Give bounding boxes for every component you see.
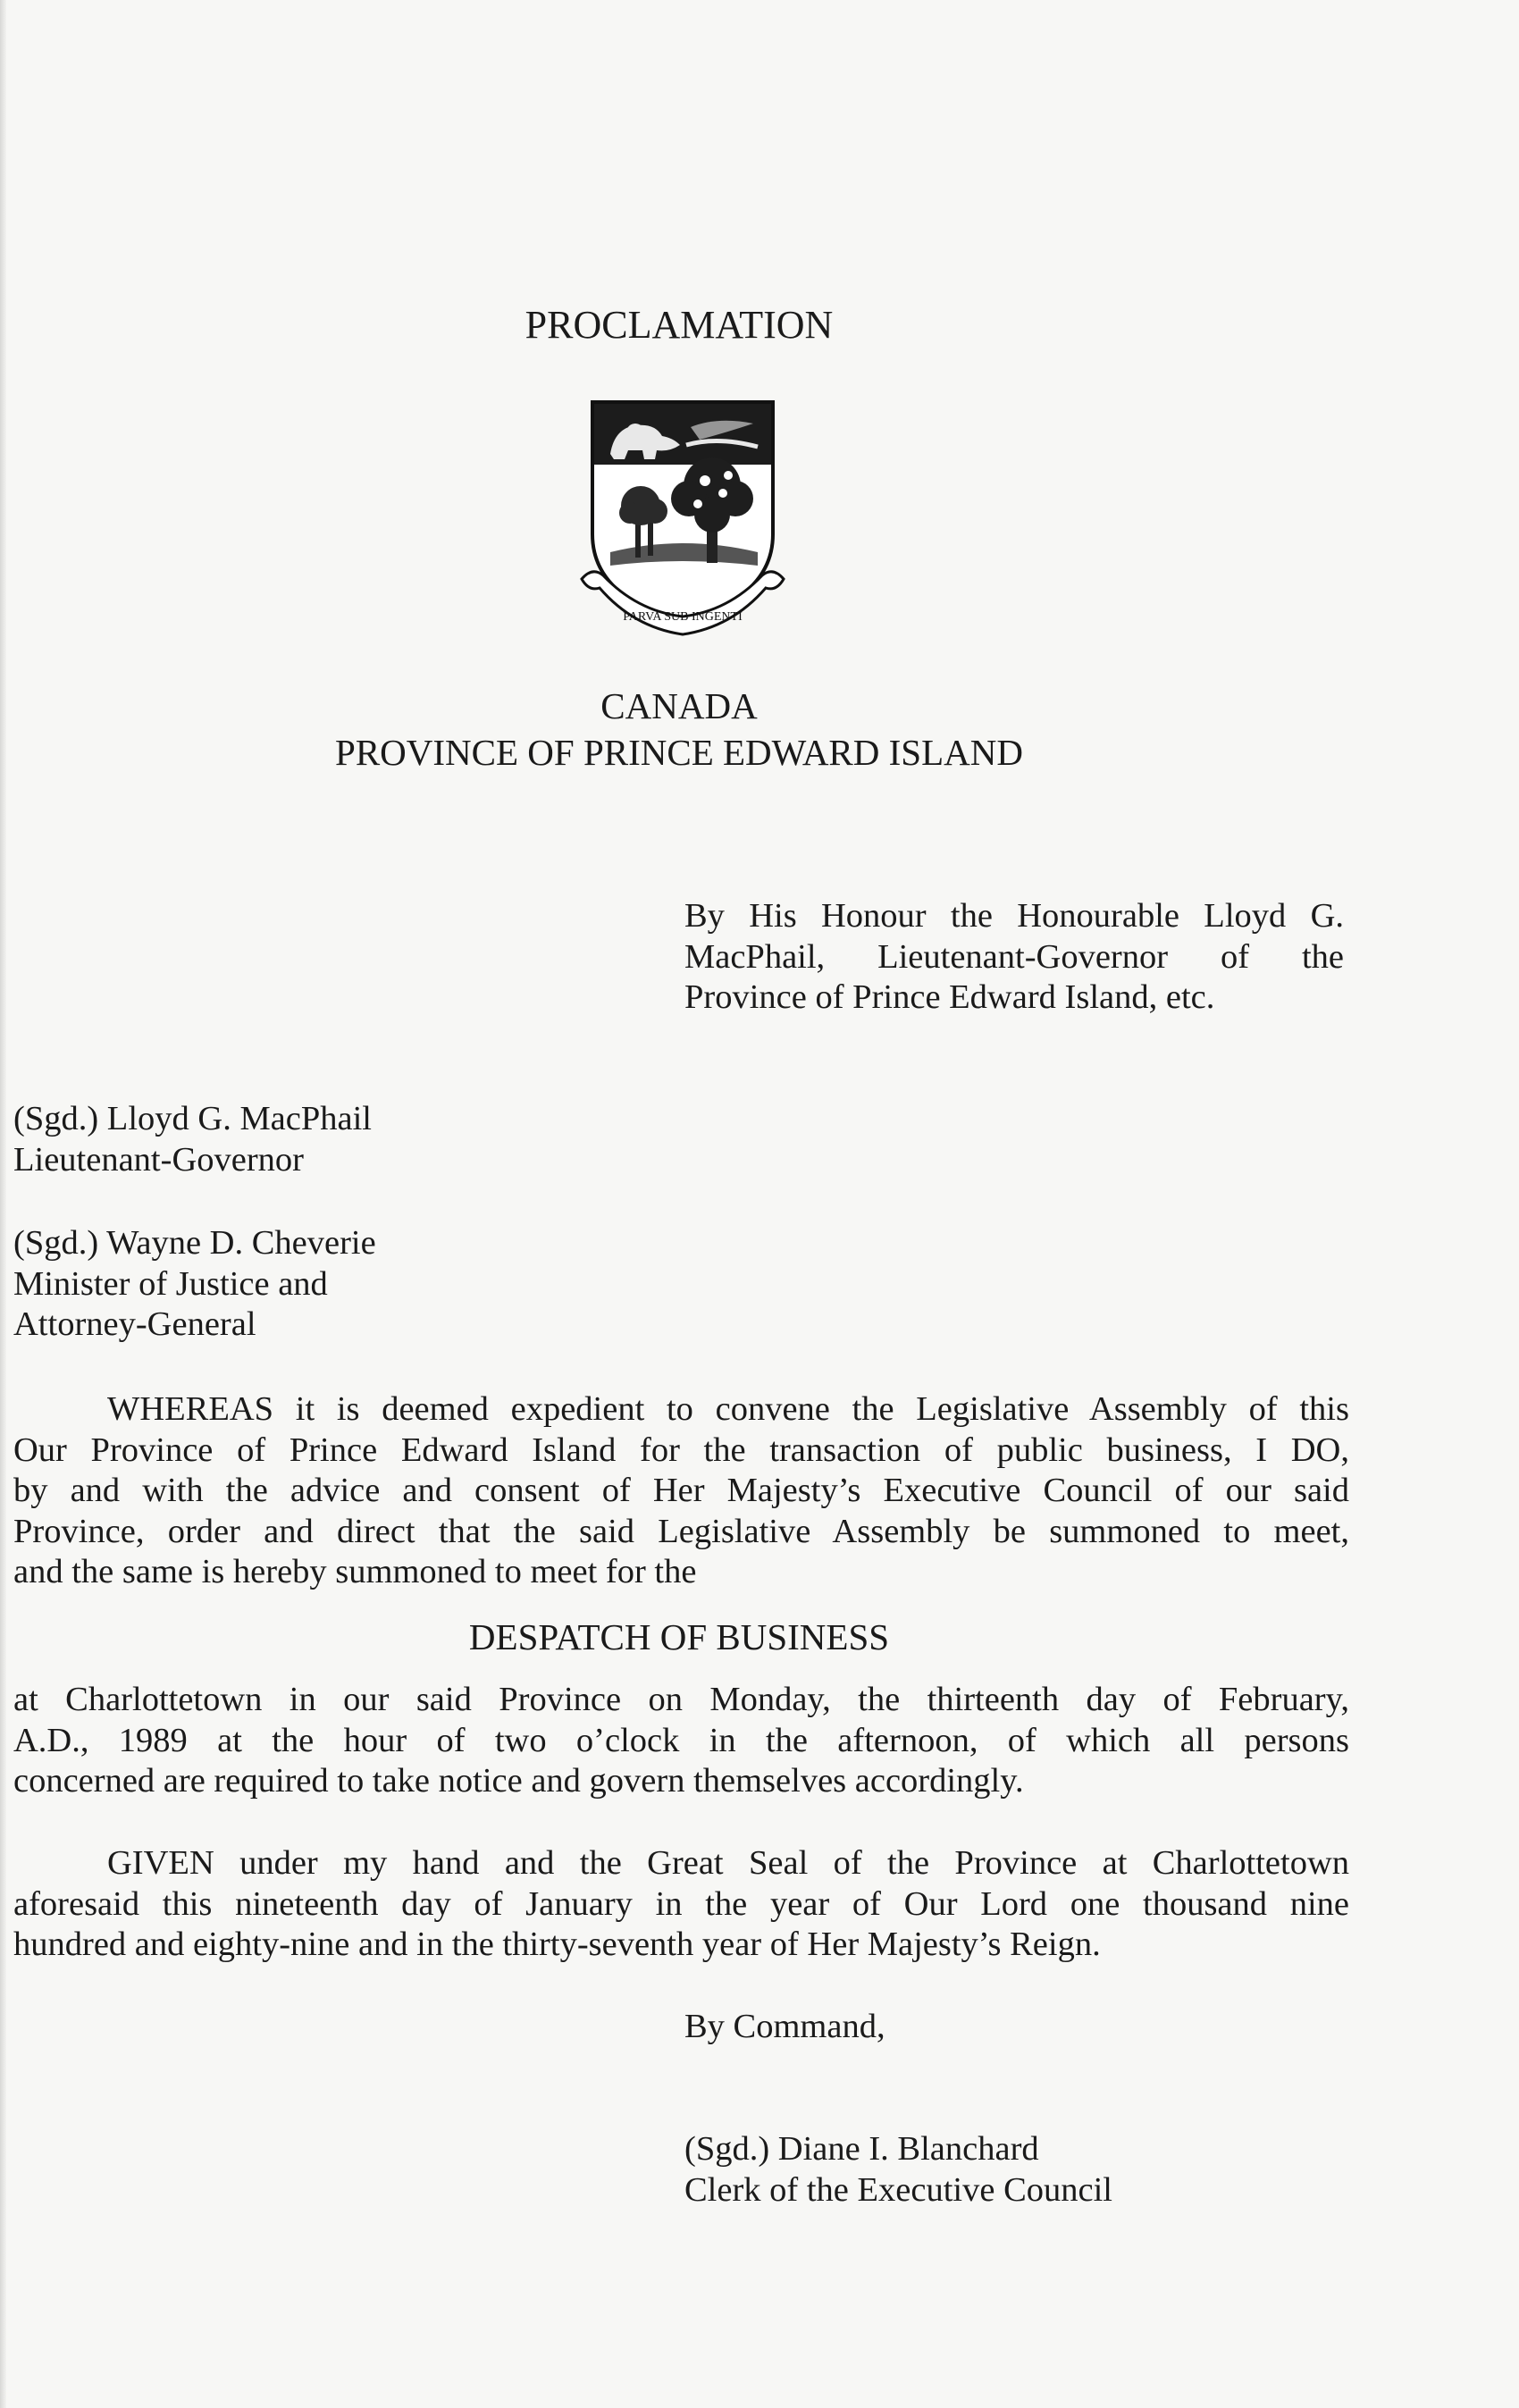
given-paragraph xyxy=(13,1843,1349,1966)
location-line: concerned are required to take notice and govern themselves accordingly. xyxy=(13,1762,1024,1800)
whereas-line: Province, order and direct that the said Legislative Assembly be summoned to meet, xyxy=(13,1512,1349,1550)
authority-paragraph xyxy=(684,896,1344,1019)
purpose-heading: DESPATCH OF BUSINESS xyxy=(468,1616,890,1657)
signatory-name: (Sgd.) Diane I. Blanchard xyxy=(684,2130,1039,2168)
country-heading: CANADA xyxy=(600,685,758,726)
signatory-title-line: Minister of Justice and xyxy=(13,1264,328,1303)
signatory-name: (Sgd.) Lloyd G. MacPhail xyxy=(13,1100,372,1137)
location-paragraph xyxy=(13,1680,1349,1802)
page-edge-shadow xyxy=(0,0,6,2408)
given-line: hundred and eighty-nine and in the thirty-seventh year of Her Majesty’s Reign. xyxy=(13,1926,1101,1963)
signatory-title-line: Attorney-General xyxy=(13,1305,256,1343)
whereas-line: WHEREAS it is deemed expedient to convene the Legislative Assembly of this xyxy=(107,1390,1349,1428)
signatory-title: Clerk of the Executive Council xyxy=(684,2170,1112,2209)
whereas-line: Our Province of Prince Edward Island for the transaction of public business, I DO, xyxy=(13,1431,1349,1469)
given-line: aforesaid this nineteenth day of January in the year of Our Lord one thousand nine xyxy=(13,1884,1349,1923)
authority-line: MacPhail, Lieutenant-Governor of the xyxy=(684,937,1344,976)
authority-line: By His Honour the Honourable Lloyd G. xyxy=(684,897,1344,935)
signatory-lieutenant-governor xyxy=(13,1099,639,1180)
province-heading: PROVINCE OF PRINCE EDWARD ISLAND xyxy=(335,732,1023,773)
whereas-line: and the same is hereby summoned to meet for the xyxy=(13,1553,697,1590)
signatory-title: Lieutenant-Governor xyxy=(13,1140,304,1179)
location-line: A.D., 1989 at the hour of two o’clock in the afternoon, of which all persons xyxy=(13,1721,1349,1759)
whereas-line: by and with the advice and consent of Her Majesty’s Executive Council of our said xyxy=(13,1472,1349,1509)
emblem-motto: PARVA SUB INGENTI xyxy=(623,610,743,624)
by-command: By Command, xyxy=(684,2008,885,2045)
signatory-clerk xyxy=(684,2129,1344,2211)
whereas-paragraph xyxy=(13,1389,1349,1593)
given-line: GIVEN under my hand and the Great Seal of the Province at Charlottetown xyxy=(107,1844,1349,1882)
location-line: at Charlottetown in our said Province on Monday, the thirteenth day of February, xyxy=(13,1681,1349,1718)
page-title: PROCLAMATION xyxy=(525,303,834,347)
signatory-name: (Sgd.) Wayne D. Cheverie xyxy=(13,1224,376,1262)
coat-of-arms-emblem xyxy=(575,400,791,642)
signatory-attorney-general xyxy=(13,1223,639,1346)
authority-line: Province of Prince Edward Island, etc. xyxy=(684,978,1215,1016)
